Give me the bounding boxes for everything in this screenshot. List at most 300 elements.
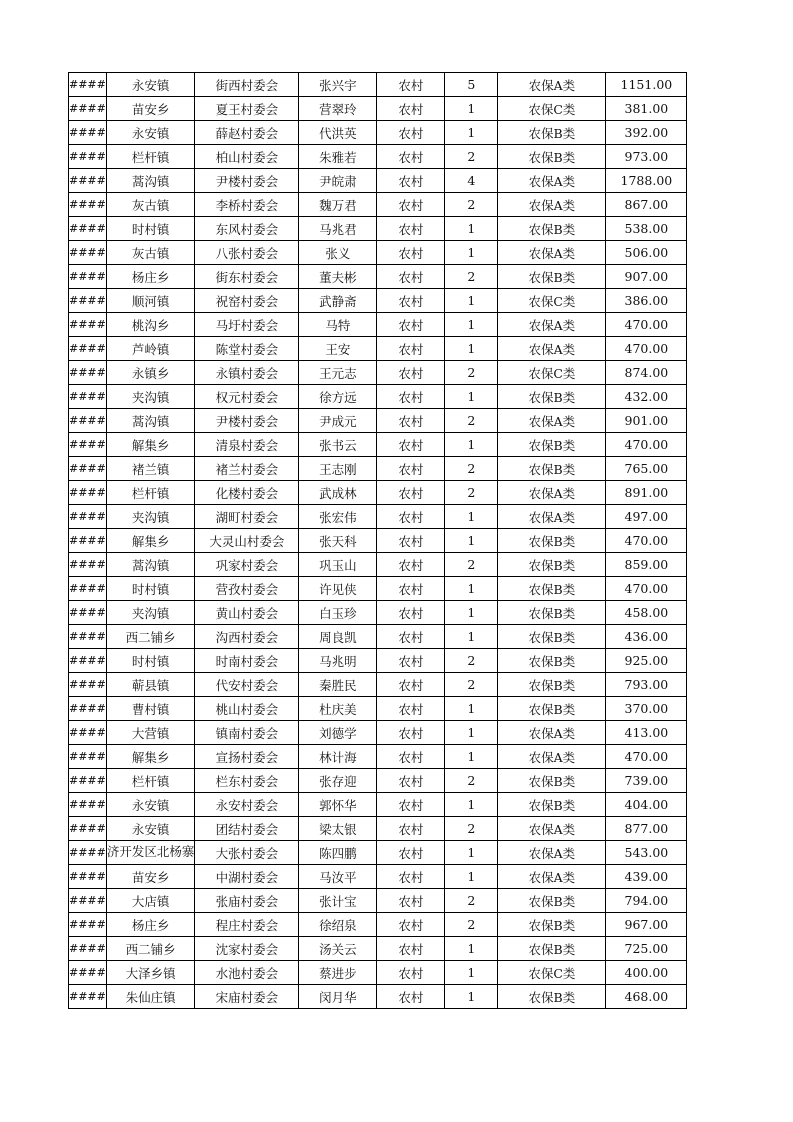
area-type-cell: 农村 [377,97,445,121]
village-committee-cell: 宋庙村委会 [195,985,299,1009]
table-row [69,97,687,121]
township-cell: 解集乡 [106,433,195,457]
area-type-cell: 农村 [377,673,445,697]
township-cell: 夹沟镇 [106,505,195,529]
area-type-cell: 农村 [377,553,445,577]
household-count-cell: 2 [445,193,498,217]
township-cell: 西二铺乡 [106,937,195,961]
name-cell: 马兆明 [299,649,377,673]
insurance-class-cell: 农保A类 [498,313,606,337]
township-cell: 大泽乡镇 [106,961,195,985]
area-type-cell: 农村 [377,769,445,793]
insurance-class-cell: 农保A类 [498,721,606,745]
table-row [69,649,687,673]
name-cell: 王元志 [299,361,377,385]
name-cell: 王安 [299,337,377,361]
record-id-cell: #### [69,457,107,481]
area-type-cell: 农村 [377,193,445,217]
name-cell: 白玉珍 [299,601,377,625]
table-row [69,769,687,793]
record-id-cell: #### [69,145,107,169]
household-count-cell: 1 [445,601,498,625]
insurance-class-cell: 农保B类 [498,553,606,577]
township-cell: 栏杆镇 [106,145,195,169]
name-cell: 陈四鹏 [299,841,377,865]
record-id-cell: #### [69,265,107,289]
village-committee-cell: 大张村委会 [195,841,299,865]
record-id-cell: #### [69,193,107,217]
area-type-cell: 农村 [377,217,445,241]
name-cell: 董夫彬 [299,265,377,289]
record-id-cell: #### [69,481,107,505]
household-count-cell: 1 [445,793,498,817]
amount-cell: 392.00 [606,121,687,145]
amount-cell: 538.00 [606,217,687,241]
record-id-cell: #### [69,865,107,889]
record-id-cell: #### [69,385,107,409]
name-cell: 马兆君 [299,217,377,241]
table-row [69,697,687,721]
township-cell: 夹沟镇 [106,385,195,409]
insurance-class-cell: 农保B类 [498,793,606,817]
table-row [69,625,687,649]
insurance-class-cell: 农保B类 [498,889,606,913]
area-type-cell: 农村 [377,601,445,625]
name-cell: 王志刚 [299,457,377,481]
township-cell: 苗安乡 [106,97,195,121]
village-committee-cell: 宣扬村委会 [195,745,299,769]
township-cell: 永安镇 [106,73,195,97]
household-count-cell: 1 [445,217,498,241]
amount-cell: 794.00 [606,889,687,913]
insurance-class-cell: 农保B类 [498,529,606,553]
record-id-cell: #### [69,673,107,697]
area-type-cell: 农村 [377,481,445,505]
household-count-cell: 2 [445,361,498,385]
record-id-cell: #### [69,73,107,97]
amount-cell: 543.00 [606,841,687,865]
village-committee-cell: 营孜村委会 [195,577,299,601]
township-cell: 西二铺乡 [106,625,195,649]
area-type-cell: 农村 [377,361,445,385]
village-committee-cell: 黄山村委会 [195,601,299,625]
insurance-class-cell: 农保B类 [498,433,606,457]
insurance-class-cell: 农保B类 [498,673,606,697]
household-count-cell: 1 [445,625,498,649]
records-table [68,72,687,1009]
name-cell: 营翠玲 [299,97,377,121]
township-cell [106,841,195,865]
amount-cell: 470.00 [606,745,687,769]
area-type-cell: 农村 [377,841,445,865]
township-text: 济开发区北杨寨 [106,844,195,859]
table-row [69,217,687,241]
table-row [69,913,687,937]
record-id-cell: #### [69,745,107,769]
amount-cell: 404.00 [606,793,687,817]
amount-cell: 907.00 [606,265,687,289]
amount-cell: 877.00 [606,817,687,841]
household-count-cell: 2 [445,553,498,577]
data-sheet [68,72,687,1009]
household-count-cell: 2 [445,889,498,913]
table-row [69,985,687,1009]
insurance-class-cell: 农保C类 [498,97,606,121]
record-id-cell: #### [69,241,107,265]
insurance-class-cell: 农保A类 [498,241,606,265]
amount-cell: 470.00 [606,577,687,601]
name-cell: 徐方远 [299,385,377,409]
township-cell: 蕲县镇 [106,673,195,697]
village-committee-cell: 大灵山村委会 [195,529,299,553]
area-type-cell: 农村 [377,577,445,601]
area-type-cell: 农村 [377,793,445,817]
village-committee-cell: 程庄村委会 [195,913,299,937]
household-count-cell: 1 [445,385,498,409]
village-committee-cell: 栏东村委会 [195,769,299,793]
record-id-cell: #### [69,529,107,553]
household-count-cell: 1 [445,577,498,601]
name-cell: 武静斋 [299,289,377,313]
record-id-cell: #### [69,409,107,433]
record-id-cell: #### [69,985,107,1009]
village-committee-cell: 代安村委会 [195,673,299,697]
township-cell: 曹村镇 [106,697,195,721]
record-id-cell: #### [69,217,107,241]
name-cell: 汤关云 [299,937,377,961]
record-id-cell: #### [69,433,107,457]
insurance-class-cell: 农保B类 [498,145,606,169]
village-committee-cell: 尹楼村委会 [195,169,299,193]
record-id-cell: #### [69,97,107,121]
village-committee-cell: 永安村委会 [195,793,299,817]
amount-cell: 432.00 [606,385,687,409]
amount-cell: 725.00 [606,937,687,961]
record-id-cell: #### [69,649,107,673]
area-type-cell: 农村 [377,433,445,457]
household-count-cell: 5 [445,73,498,97]
village-committee-cell: 马圩村委会 [195,313,299,337]
township-cell: 杨庄乡 [106,913,195,937]
insurance-class-cell: 农保A类 [498,817,606,841]
record-id-cell: #### [69,793,107,817]
table-row [69,745,687,769]
table-row [69,865,687,889]
name-cell: 尹皖肃 [299,169,377,193]
village-committee-cell: 湖町村委会 [195,505,299,529]
amount-cell: 439.00 [606,865,687,889]
household-count-cell: 1 [445,937,498,961]
village-committee-cell: 张庙村委会 [195,889,299,913]
insurance-class-cell: 农保B类 [498,121,606,145]
name-cell: 梁太银 [299,817,377,841]
name-cell: 代洪英 [299,121,377,145]
record-id-cell: #### [69,889,107,913]
insurance-class-cell: 农保A类 [498,193,606,217]
area-type-cell: 农村 [377,889,445,913]
household-count-cell: 2 [445,265,498,289]
table-row [69,601,687,625]
insurance-class-cell: 农保A类 [498,169,606,193]
record-id-cell: #### [69,337,107,361]
township-cell: 灰古镇 [106,193,195,217]
area-type-cell: 农村 [377,409,445,433]
township-cell: 永镇乡 [106,361,195,385]
household-count-cell: 2 [445,145,498,169]
table-row [69,121,687,145]
amount-cell: 470.00 [606,433,687,457]
table-row [69,409,687,433]
insurance-class-cell: 农保A类 [498,745,606,769]
township-cell: 栏杆镇 [106,481,195,505]
amount-cell: 413.00 [606,721,687,745]
insurance-class-cell: 农保B类 [498,769,606,793]
name-cell: 尹成元 [299,409,377,433]
township-cell: 永安镇 [106,817,195,841]
area-type-cell: 农村 [377,145,445,169]
household-count-cell: 2 [445,409,498,433]
name-cell: 张宏伟 [299,505,377,529]
insurance-class-cell: 农保B类 [498,697,606,721]
household-count-cell: 2 [445,649,498,673]
table-row [69,817,687,841]
table-row [69,241,687,265]
area-type-cell: 农村 [377,73,445,97]
household-count-cell: 1 [445,529,498,553]
amount-cell: 967.00 [606,913,687,937]
village-committee-cell: 团结村委会 [195,817,299,841]
table-row [69,337,687,361]
village-committee-cell: 桃山村委会 [195,697,299,721]
village-committee-cell: 祝窑村委会 [195,289,299,313]
township-cell: 解集乡 [106,529,195,553]
insurance-class-cell: 农保B类 [498,217,606,241]
township-cell: 顺河镇 [106,289,195,313]
village-committee-cell: 中湖村委会 [195,865,299,889]
household-count-cell: 2 [445,817,498,841]
area-type-cell: 农村 [377,625,445,649]
household-count-cell: 1 [445,985,498,1009]
village-committee-cell: 夏王村委会 [195,97,299,121]
amount-cell: 973.00 [606,145,687,169]
village-committee-cell: 街西村委会 [195,73,299,97]
insurance-class-cell: 农保C类 [498,289,606,313]
name-cell: 魏万君 [299,193,377,217]
table-row [69,145,687,169]
household-count-cell: 1 [445,961,498,985]
table-row [69,841,687,865]
household-count-cell: 2 [445,481,498,505]
name-cell: 张计宝 [299,889,377,913]
township-cell: 褚兰镇 [106,457,195,481]
area-type-cell: 农村 [377,985,445,1009]
record-id-cell: #### [69,577,107,601]
name-cell: 许见侠 [299,577,377,601]
record-id-cell: #### [69,289,107,313]
record-id-cell: #### [69,769,107,793]
township-cell: 蒿沟镇 [106,553,195,577]
area-type-cell: 农村 [377,817,445,841]
area-type-cell: 农村 [377,313,445,337]
table-row [69,529,687,553]
village-committee-cell: 化楼村委会 [195,481,299,505]
table-row [69,793,687,817]
household-count-cell: 4 [445,169,498,193]
area-type-cell: 农村 [377,457,445,481]
insurance-class-cell: 农保B类 [498,457,606,481]
amount-cell: 381.00 [606,97,687,121]
amount-cell: 891.00 [606,481,687,505]
village-committee-cell: 尹楼村委会 [195,409,299,433]
amount-cell: 765.00 [606,457,687,481]
area-type-cell: 农村 [377,961,445,985]
township-cell: 时村镇 [106,217,195,241]
area-type-cell: 农村 [377,745,445,769]
area-type-cell: 农村 [377,649,445,673]
village-committee-cell: 褚兰村委会 [195,457,299,481]
table-row [69,169,687,193]
name-cell: 杜庆美 [299,697,377,721]
amount-cell: 859.00 [606,553,687,577]
township-cell: 桃沟乡 [106,313,195,337]
insurance-class-cell: 农保C类 [498,961,606,985]
household-count-cell: 2 [445,457,498,481]
table-row [69,889,687,913]
record-id-cell: #### [69,961,107,985]
township-cell: 时村镇 [106,577,195,601]
amount-cell: 470.00 [606,529,687,553]
insurance-class-cell: 农保B类 [498,937,606,961]
household-count-cell: 1 [445,841,498,865]
record-id-cell: #### [69,553,107,577]
record-id-cell: #### [69,697,107,721]
area-type-cell: 农村 [377,289,445,313]
household-count-cell: 1 [445,745,498,769]
household-count-cell: 1 [445,505,498,529]
insurance-class-cell: 农保B类 [498,985,606,1009]
table-row [69,73,687,97]
name-cell: 张兴宇 [299,73,377,97]
table-row [69,481,687,505]
village-committee-cell: 八张村委会 [195,241,299,265]
insurance-class-cell: 农保B类 [498,577,606,601]
township-cell: 栏杆镇 [106,769,195,793]
insurance-class-cell: 农保B类 [498,385,606,409]
area-type-cell: 农村 [377,265,445,289]
area-type-cell: 农村 [377,529,445,553]
table-row [69,313,687,337]
village-committee-cell: 东风村委会 [195,217,299,241]
insurance-class-cell: 农保A类 [498,409,606,433]
record-id-cell: #### [69,601,107,625]
village-committee-cell: 水池村委会 [195,961,299,985]
township-cell: 芦岭镇 [106,337,195,361]
township-cell: 时村镇 [106,649,195,673]
amount-cell: 400.00 [606,961,687,985]
record-id-cell: #### [69,937,107,961]
amount-cell: 1151.00 [606,73,687,97]
record-id-cell: #### [69,313,107,337]
name-cell: 闵月华 [299,985,377,1009]
household-count-cell: 2 [445,913,498,937]
amount-cell: 793.00 [606,673,687,697]
amount-cell: 901.00 [606,409,687,433]
table-row [69,673,687,697]
area-type-cell: 农村 [377,385,445,409]
village-committee-cell: 街东村委会 [195,265,299,289]
amount-cell: 497.00 [606,505,687,529]
amount-cell: 874.00 [606,361,687,385]
table-row [69,961,687,985]
table-row [69,721,687,745]
name-cell: 武成林 [299,481,377,505]
name-cell: 张书云 [299,433,377,457]
village-committee-cell: 柏山村委会 [195,145,299,169]
village-committee-cell: 镇南村委会 [195,721,299,745]
amount-cell: 867.00 [606,193,687,217]
insurance-class-cell: 农保A类 [498,865,606,889]
area-type-cell: 农村 [377,937,445,961]
township-cell: 解集乡 [106,745,195,769]
village-committee-cell: 时南村委会 [195,649,299,673]
record-id-cell: #### [69,361,107,385]
name-cell: 巩玉山 [299,553,377,577]
record-id-cell: #### [69,121,107,145]
area-type-cell: 农村 [377,721,445,745]
area-type-cell: 农村 [377,697,445,721]
area-type-cell: 农村 [377,865,445,889]
record-id-cell: #### [69,913,107,937]
township-cell: 夹沟镇 [106,601,195,625]
village-committee-cell: 陈堂村委会 [195,337,299,361]
amount-cell: 925.00 [606,649,687,673]
name-cell: 张义 [299,241,377,265]
village-committee-cell: 李桥村委会 [195,193,299,217]
name-cell: 林计海 [299,745,377,769]
amount-cell: 436.00 [606,625,687,649]
township-cell: 灰古镇 [106,241,195,265]
record-id-cell: #### [69,817,107,841]
household-count-cell: 1 [445,697,498,721]
insurance-class-cell: 农保B类 [498,913,606,937]
table-row [69,505,687,529]
name-cell: 周良凯 [299,625,377,649]
table-row [69,265,687,289]
amount-cell: 370.00 [606,697,687,721]
household-count-cell: 1 [445,241,498,265]
name-cell: 张存迎 [299,769,377,793]
amount-cell: 506.00 [606,241,687,265]
insurance-class-cell: 农保B类 [498,265,606,289]
township-cell: 蒿沟镇 [106,169,195,193]
amount-cell: 470.00 [606,313,687,337]
insurance-class-cell: 农保A类 [498,481,606,505]
insurance-class-cell: 农保B类 [498,649,606,673]
village-committee-cell: 沈家村委会 [195,937,299,961]
area-type-cell: 农村 [377,121,445,145]
table-row [69,553,687,577]
insurance-class-cell: 农保A类 [498,505,606,529]
township-cell: 朱仙庄镇 [106,985,195,1009]
village-committee-cell: 薛赵村委会 [195,121,299,145]
village-committee-cell: 清泉村委会 [195,433,299,457]
township-cell: 永安镇 [106,793,195,817]
household-count-cell: 1 [445,313,498,337]
insurance-class-cell: 农保A类 [498,337,606,361]
records-body [69,73,687,1009]
insurance-class-cell: 农保A类 [498,841,606,865]
table-row [69,193,687,217]
